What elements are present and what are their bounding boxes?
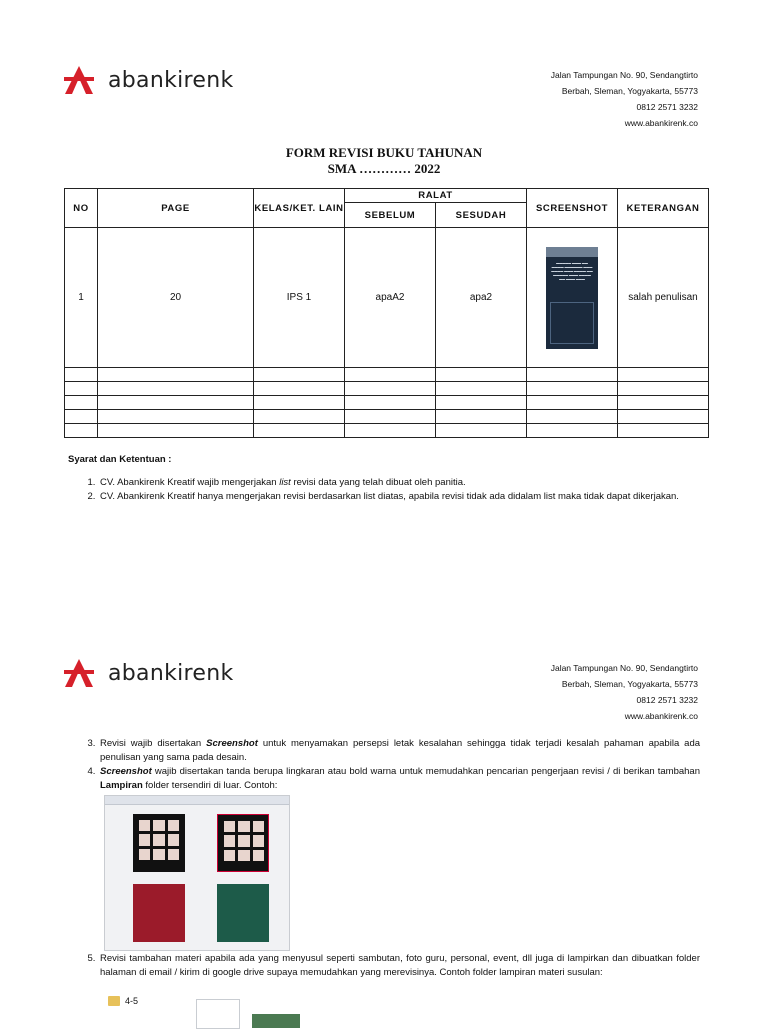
term-item-2: 2. CV. Abankirenk Kreatif hanya mengerjakan revisi berdasarkan list diatas, apabila revisi tidak ada didalam list maka tidak dapat dikerjakan. xyxy=(98,490,700,504)
website: www.abankirenk.co xyxy=(624,118,698,128)
cell-sesudah: apa2 xyxy=(436,228,527,368)
terms-heading: Syarat dan Ketentuan : xyxy=(68,454,172,465)
website: www.abankirenk.co xyxy=(624,711,698,721)
term-item-5: 5. Revisi tambahan materi apabila ada yang menyusul seperti sambutan, foto guru, personal, event, dll juga di lampirkan dan dibuatkan folder halaman di email / kirim di google drive supaya memudahkan yang merevisinya. Contoh folder lampiran materi susulan: xyxy=(98,952,700,980)
example-thumbnail xyxy=(217,884,269,942)
cell-screenshot xyxy=(527,228,618,368)
address-line: Berbah, Sleman, Yogyakarta, 55773 xyxy=(561,679,698,689)
cell-kelas: IPS 1 xyxy=(254,228,345,368)
terms-list-1 xyxy=(66,476,700,504)
cell-page: 20 xyxy=(98,228,254,368)
table-row-empty xyxy=(65,382,709,396)
brand-name: abankirenk xyxy=(108,67,234,93)
example-thumbnail xyxy=(217,814,269,872)
form-title xyxy=(0,145,768,177)
company-logo xyxy=(62,657,234,689)
brand-name: abankirenk xyxy=(108,660,234,686)
phone-number: 0812 2571 3232 xyxy=(636,102,698,112)
brand-mark-icon xyxy=(62,657,96,689)
example-thumbnail xyxy=(133,814,185,872)
company-address xyxy=(551,67,698,131)
folder-icon xyxy=(108,996,120,1006)
address-line: Jalan Tampungan No. 90, Sendangtirto xyxy=(550,663,698,673)
term-item-4: 4. Screenshot wajib disertakan tanda berupa lingkaran atau bold warna untuk memudahkan pencarian pengerjaan revisi / di berikan tambahan Lampiran folder tersendiri di luar. Contoh: xyxy=(98,765,700,793)
terms-list-2 xyxy=(66,737,700,793)
table-row xyxy=(65,228,709,368)
company-logo xyxy=(62,64,234,96)
header-sesudah: SESUDAH xyxy=(436,203,527,228)
header-keterangan: KETERANGAN xyxy=(618,189,709,228)
document-icon xyxy=(196,999,240,1029)
header-kelas: KELAS/KET. LAIN xyxy=(254,189,345,228)
table-row-empty xyxy=(65,368,709,382)
header-no: NO xyxy=(65,189,98,228)
cell-sebelum: apaA2 xyxy=(345,228,436,368)
term-item-3: 3. Revisi wajib disertakan Screenshot untuk menyamakan persepsi letak kesalahan sehingga tidak terjadi kesalah pahaman apabila ada penulisan yang sama pada desain. xyxy=(98,737,700,765)
revision-table xyxy=(64,188,709,438)
brand-mark-icon xyxy=(62,64,96,96)
image-file-icon xyxy=(252,1014,300,1028)
table-row-empty xyxy=(65,410,709,424)
cell-keterangan: salah penulisan xyxy=(618,228,709,368)
cell-no: 1 xyxy=(65,228,98,368)
header-screenshot: SCREENSHOT xyxy=(527,189,618,228)
table-row-empty xyxy=(65,396,709,410)
table-row-empty xyxy=(65,424,709,438)
title-line-2: SMA ………… 2022 xyxy=(327,161,441,176)
address-line: Berbah, Sleman, Yogyakarta, 55773 xyxy=(561,86,698,96)
example-folder-screenshot xyxy=(104,795,290,951)
company-address xyxy=(551,660,698,724)
example-thumbnail xyxy=(133,884,185,942)
address-line: Jalan Tampungan No. 90, Sendangtirto xyxy=(550,70,698,80)
header-sebelum: SEBELUM xyxy=(345,203,436,228)
screenshot-thumbnail: ▬▬▬▬▬ ▬▬▬ ▬▬ ▬▬▬▬ ▬▬▬▬▬▬ ▬▬▬ ▬▬▬▬ ▬▬▬ ▬▬▬▬ ▬▬ ▬▬▬▬▬ ▬▬▬ ▬▬▬▬ ▬▬ ▬▬▬ ▬▬▬ xyxy=(546,247,598,349)
term-item-1: 1. CV. Abankirenk Kreatif wajib mengerjakan list revisi data yang telah dibuat oleh panitia. xyxy=(98,476,700,490)
terms-list-3 xyxy=(66,952,700,980)
phone-number: 0812 2571 3232 xyxy=(636,695,698,705)
header-ralat: RALAT xyxy=(345,189,527,203)
header-page: PAGE xyxy=(98,189,254,228)
title-line-1: FORM REVISI BUKU TAHUNAN xyxy=(285,145,483,160)
folder-label: 4-5 xyxy=(125,996,139,1006)
folder-example xyxy=(108,996,138,1006)
